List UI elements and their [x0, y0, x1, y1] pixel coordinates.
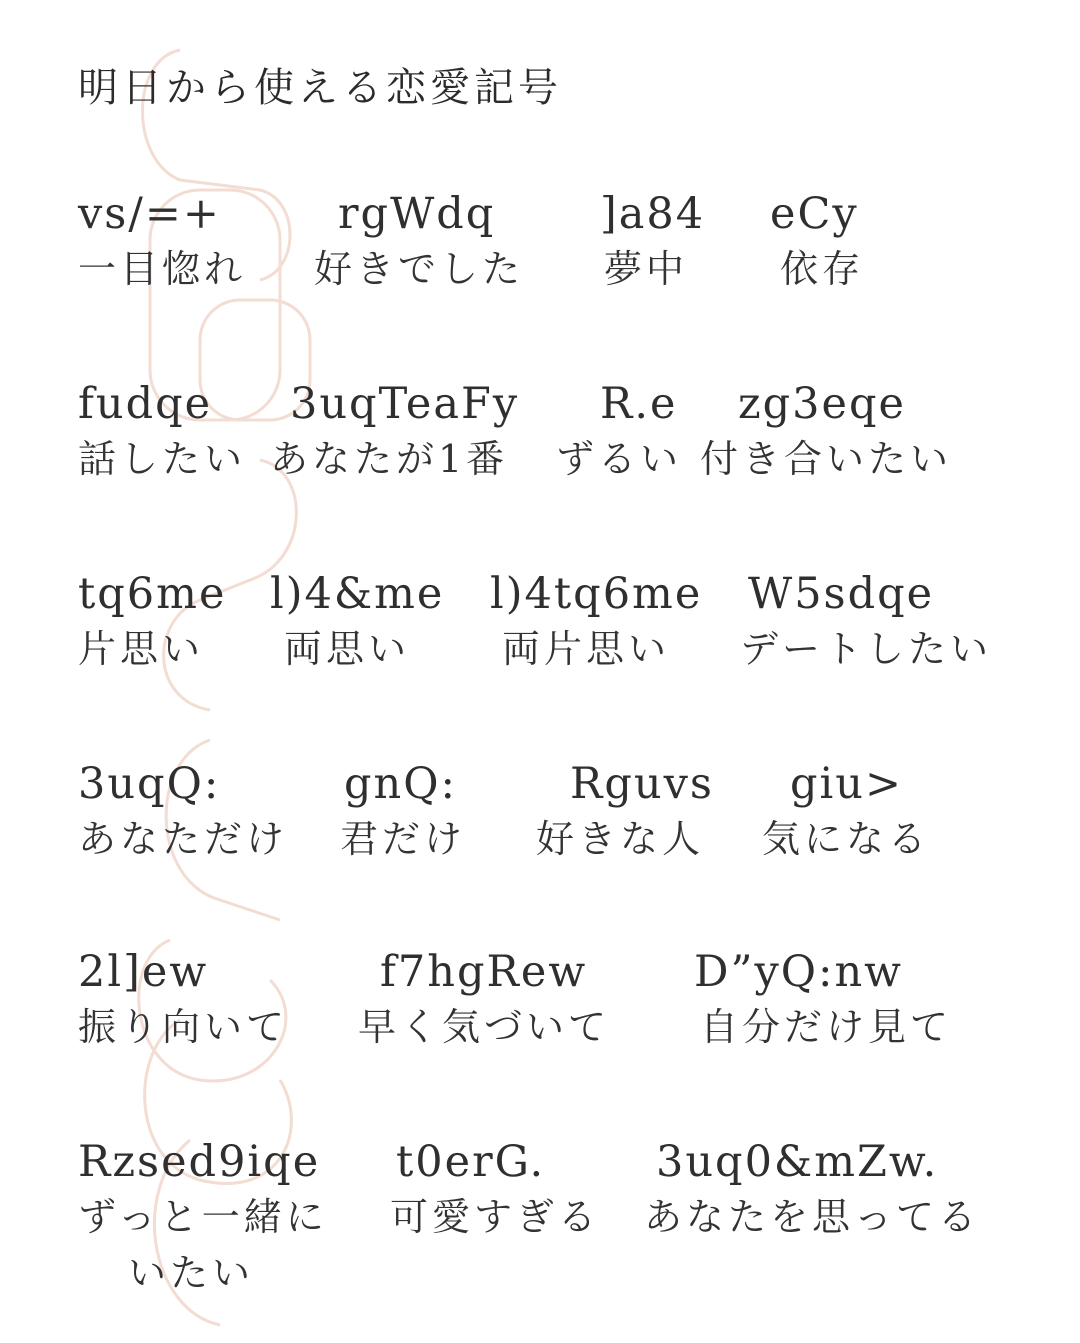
symbol-meaning: 夢中 [604, 247, 689, 291]
symbol-code: gnQ: [344, 759, 457, 809]
symbol-code: zg3eqe [738, 379, 906, 429]
symbol-row-4 [0, 758, 1080, 888]
symbol-code: Rguvs [570, 759, 714, 809]
symbol-code: fudqe [78, 379, 213, 429]
symbol-row-2 [0, 378, 1080, 508]
symbol-code: l)4&me [270, 569, 445, 619]
symbol-meaning: 君だけ [340, 817, 467, 861]
symbol-row-1 [0, 188, 1080, 318]
symbol-code: W5sdqe [748, 569, 935, 619]
symbol-code: eCy [770, 189, 859, 239]
symbol-meaning: 依存 [780, 247, 865, 291]
symbol-code: D”yQ:nw [694, 947, 903, 997]
symbol-meaning: 早く気づいて [358, 1005, 611, 1049]
symbol-meaning: ずっと一緒に [78, 1195, 328, 1239]
symbol-meaning: 話したい [78, 437, 247, 481]
symbol-meaning: あなただけ [78, 817, 289, 861]
symbol-meaning: 好きな人 [536, 817, 705, 861]
symbol-code: Rzsed9iqe [78, 1137, 321, 1187]
symbol-code: 3uq0&mZw. [656, 1137, 939, 1187]
page-title: 明日から使える恋愛記号 [78, 65, 562, 111]
symbol-meaning: 振り向いて [78, 1005, 289, 1049]
symbol-meaning: あなたを思ってる [644, 1195, 981, 1239]
symbol-code: l)4tq6me [490, 569, 703, 619]
symbol-meaning: 付き合いたい [700, 437, 953, 481]
symbol-meaning: 可愛すぎる [390, 1195, 601, 1239]
symbol-code: ]a84 [600, 189, 706, 239]
symbol-meaning: あなたが1番 [270, 437, 509, 481]
symbol-meaning: 気になる [762, 817, 931, 861]
symbol-meaning: デートしたい [740, 627, 993, 671]
symbol-meaning: 両思い [284, 627, 411, 671]
symbol-code: giu> [790, 759, 904, 809]
symbol-code: vs/=+ [78, 189, 221, 239]
symbol-code: 2l]ew [78, 947, 209, 997]
symbol-code: 3uqQ: [78, 759, 221, 809]
symbol-code: tq6me [78, 569, 227, 619]
symbol-meaning-continuation: いたい [128, 1251, 255, 1295]
symbol-row-6 [0, 1136, 1080, 1326]
symbol-meaning: 両片思い [502, 627, 671, 671]
symbol-meaning: 好きでした [314, 247, 525, 291]
symbol-meaning: ずるい [556, 437, 683, 481]
symbol-code: f7hgRew [380, 947, 588, 997]
symbol-meaning: 自分だけ見て [700, 1005, 953, 1049]
symbol-code: 3uqTeaFy [290, 379, 520, 429]
symbol-meaning: 片思い [78, 627, 205, 671]
symbol-code: t0erG. [396, 1137, 546, 1187]
symbol-meaning: 一目惚れ [78, 247, 247, 291]
symbol-row-5 [0, 946, 1080, 1076]
symbol-row-3 [0, 568, 1080, 698]
symbol-code: rgWdq [338, 189, 496, 239]
symbol-code: R.e [600, 379, 678, 429]
